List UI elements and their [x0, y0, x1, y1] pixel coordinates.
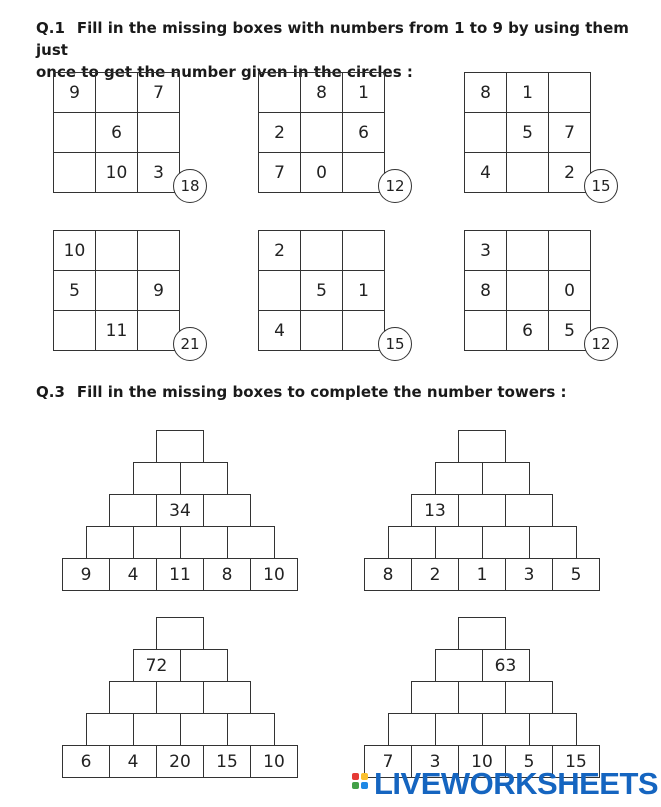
- grid-cell: 10: [54, 231, 96, 271]
- grid-cell: 8: [465, 73, 507, 113]
- grid-cell[interactable]: [54, 311, 96, 351]
- grid-cell: 3: [138, 153, 180, 193]
- tower-brick[interactable]: [203, 681, 251, 714]
- tower-brick[interactable]: [133, 526, 181, 559]
- tower-brick: 10: [250, 745, 298, 778]
- grid-cell: 6: [507, 311, 549, 351]
- target-sum-circle: 15: [378, 327, 412, 361]
- tower-brick[interactable]: [86, 526, 134, 559]
- tower-brick: 5: [505, 745, 553, 778]
- tower-brick[interactable]: [86, 713, 134, 746]
- grid-cell[interactable]: [301, 113, 343, 153]
- tower-brick[interactable]: [227, 713, 275, 746]
- grid-cell: 11: [96, 311, 138, 351]
- grid-cell[interactable]: [549, 73, 591, 113]
- grid-cell: 4: [259, 311, 301, 351]
- grid-cell[interactable]: [465, 311, 507, 351]
- grid-cell[interactable]: [343, 231, 385, 271]
- tower-brick: 10: [250, 558, 298, 591]
- grid-cell: 2: [259, 231, 301, 271]
- grid-cell: 8: [301, 73, 343, 113]
- grid-row: [259, 311, 385, 351]
- tower-brick: 15: [203, 745, 251, 778]
- grid-cell[interactable]: [138, 231, 180, 271]
- tower-brick[interactable]: [388, 713, 436, 746]
- grid-row: [465, 311, 591, 351]
- grid-cell: 0: [549, 271, 591, 311]
- grid-cell[interactable]: [301, 311, 343, 351]
- grid-cell: 3: [465, 231, 507, 271]
- tower-brick: 13: [411, 494, 459, 527]
- grid-cell[interactable]: [507, 231, 549, 271]
- number-grid-2: [258, 72, 385, 193]
- tower-brick[interactable]: [133, 462, 181, 495]
- grid-cell: 5: [549, 311, 591, 351]
- tower-brick[interactable]: [458, 494, 506, 527]
- grid-cell: 8: [465, 271, 507, 311]
- tower-brick[interactable]: [529, 526, 577, 559]
- number-grid-1: [53, 72, 180, 193]
- tower-brick[interactable]: [156, 617, 204, 650]
- number-grid-5: [258, 230, 385, 351]
- grid-row: [54, 271, 180, 311]
- tower-brick: 20: [156, 745, 204, 778]
- tower-brick[interactable]: [435, 462, 483, 495]
- tower-brick[interactable]: [109, 494, 157, 527]
- tower-brick[interactable]: [458, 681, 506, 714]
- tower-brick[interactable]: [482, 526, 530, 559]
- question-3-number: Q.3: [36, 383, 65, 401]
- question-3-title: [36, 381, 566, 403]
- grid-cell[interactable]: [96, 231, 138, 271]
- tower-brick: 3: [505, 558, 553, 591]
- tower-brick[interactable]: [180, 713, 228, 746]
- grid-cell[interactable]: [54, 153, 96, 193]
- tower-brick: 3: [411, 745, 459, 778]
- grid-cell: 6: [96, 113, 138, 153]
- target-sum-circle: 12: [378, 169, 412, 203]
- grid-cell[interactable]: [259, 271, 301, 311]
- tower-brick: 34: [156, 494, 204, 527]
- question-1-number: Q.1: [36, 19, 65, 37]
- target-sum-circle: 12: [584, 327, 618, 361]
- tower-brick: 10: [458, 745, 506, 778]
- tower-brick[interactable]: [435, 526, 483, 559]
- tower-brick[interactable]: [180, 649, 228, 682]
- grid-row: [465, 153, 591, 193]
- grid-row: [465, 113, 591, 153]
- grid-cell: 1: [343, 271, 385, 311]
- tower-brick: 11: [156, 558, 204, 591]
- grid-row: [54, 231, 180, 271]
- tower-brick: 6: [62, 745, 110, 778]
- number-grid-3: [464, 72, 591, 193]
- tower-brick: 8: [364, 558, 412, 591]
- liveworksheets-logo-icon: [352, 770, 370, 798]
- grid-row: [54, 73, 180, 113]
- grid-row: [54, 153, 180, 193]
- tower-brick: 1: [458, 558, 506, 591]
- grid-cell[interactable]: [507, 153, 549, 193]
- tower-brick[interactable]: [505, 494, 553, 527]
- tower-brick[interactable]: [156, 430, 204, 463]
- tower-brick[interactable]: [203, 494, 251, 527]
- question-1-text-line-1: Fill in the missing boxes with numbers from 1 to 9 by using them just: [36, 19, 629, 59]
- grid-cell: 2: [549, 153, 591, 193]
- grid-cell: 1: [343, 73, 385, 113]
- tower-brick[interactable]: [458, 430, 506, 463]
- tower-brick: 72: [133, 649, 181, 682]
- tower-brick[interactable]: [180, 462, 228, 495]
- grid-cell: 5: [301, 271, 343, 311]
- grid-cell: 9: [54, 73, 96, 113]
- tower-brick[interactable]: [435, 713, 483, 746]
- grid-row: [54, 311, 180, 351]
- tower-brick[interactable]: [109, 681, 157, 714]
- target-sum-circle: 18: [173, 169, 207, 203]
- grid-row: [465, 231, 591, 271]
- grid-cell: 6: [343, 113, 385, 153]
- grid-row: [465, 73, 591, 113]
- grid-cell: 7: [259, 153, 301, 193]
- grid-row: [259, 153, 385, 193]
- grid-cell: 5: [54, 271, 96, 311]
- grid-cell: 10: [96, 153, 138, 193]
- grid-cell[interactable]: [507, 271, 549, 311]
- grid-cell[interactable]: [96, 271, 138, 311]
- tower-brick[interactable]: [227, 526, 275, 559]
- question-1-text-line-2: once to get the number given in the circles :: [36, 63, 413, 81]
- tower-brick: 15: [552, 745, 600, 778]
- tower-brick: 4: [109, 558, 157, 591]
- number-grid-6: [464, 230, 591, 351]
- grid-cell: 1: [507, 73, 549, 113]
- tower-brick: 63: [482, 649, 530, 682]
- grid-cell[interactable]: [138, 113, 180, 153]
- question-3-text: Fill in the missing boxes to complete the number towers :: [76, 383, 567, 401]
- tower-brick: 7: [364, 745, 412, 778]
- tower-brick[interactable]: [156, 681, 204, 714]
- tower-brick: 4: [109, 745, 157, 778]
- grid-row: [259, 271, 385, 311]
- tower-brick[interactable]: [180, 526, 228, 559]
- grid-cell[interactable]: [465, 113, 507, 153]
- grid-row: [259, 113, 385, 153]
- grid-cell: 0: [301, 153, 343, 193]
- tower-brick[interactable]: [505, 681, 553, 714]
- grid-cell[interactable]: [54, 113, 96, 153]
- tower-brick[interactable]: [482, 462, 530, 495]
- grid-cell[interactable]: [259, 73, 301, 113]
- tower-brick[interactable]: [529, 713, 577, 746]
- tower-brick[interactable]: [133, 713, 181, 746]
- tower-brick: 9: [62, 558, 110, 591]
- grid-row: [259, 231, 385, 271]
- tower-brick[interactable]: [411, 681, 459, 714]
- grid-cell[interactable]: [549, 231, 591, 271]
- liveworksheets-logo-text: LIVEWORKSHEETS: [374, 766, 659, 801]
- grid-cell: 2: [259, 113, 301, 153]
- grid-row: [259, 73, 385, 113]
- tower-brick: 8: [203, 558, 251, 591]
- tower-brick[interactable]: [435, 649, 483, 682]
- grid-row: [54, 113, 180, 153]
- grid-cell: 4: [465, 153, 507, 193]
- grid-cell[interactable]: [96, 73, 138, 113]
- tower-brick[interactable]: [388, 526, 436, 559]
- grid-cell: 7: [138, 73, 180, 113]
- tower-brick: 2: [411, 558, 459, 591]
- tower-brick[interactable]: [482, 713, 530, 746]
- grid-row: [465, 271, 591, 311]
- grid-cell: 7: [549, 113, 591, 153]
- tower-brick[interactable]: [458, 617, 506, 650]
- grid-cell[interactable]: [301, 231, 343, 271]
- liveworksheets-logo: [352, 767, 658, 801]
- target-sum-circle: 21: [173, 327, 207, 361]
- target-sum-circle: 15: [584, 169, 618, 203]
- grid-cell: 5: [507, 113, 549, 153]
- grid-cell: 9: [138, 271, 180, 311]
- number-grid-4: [53, 230, 180, 351]
- tower-brick: 5: [552, 558, 600, 591]
